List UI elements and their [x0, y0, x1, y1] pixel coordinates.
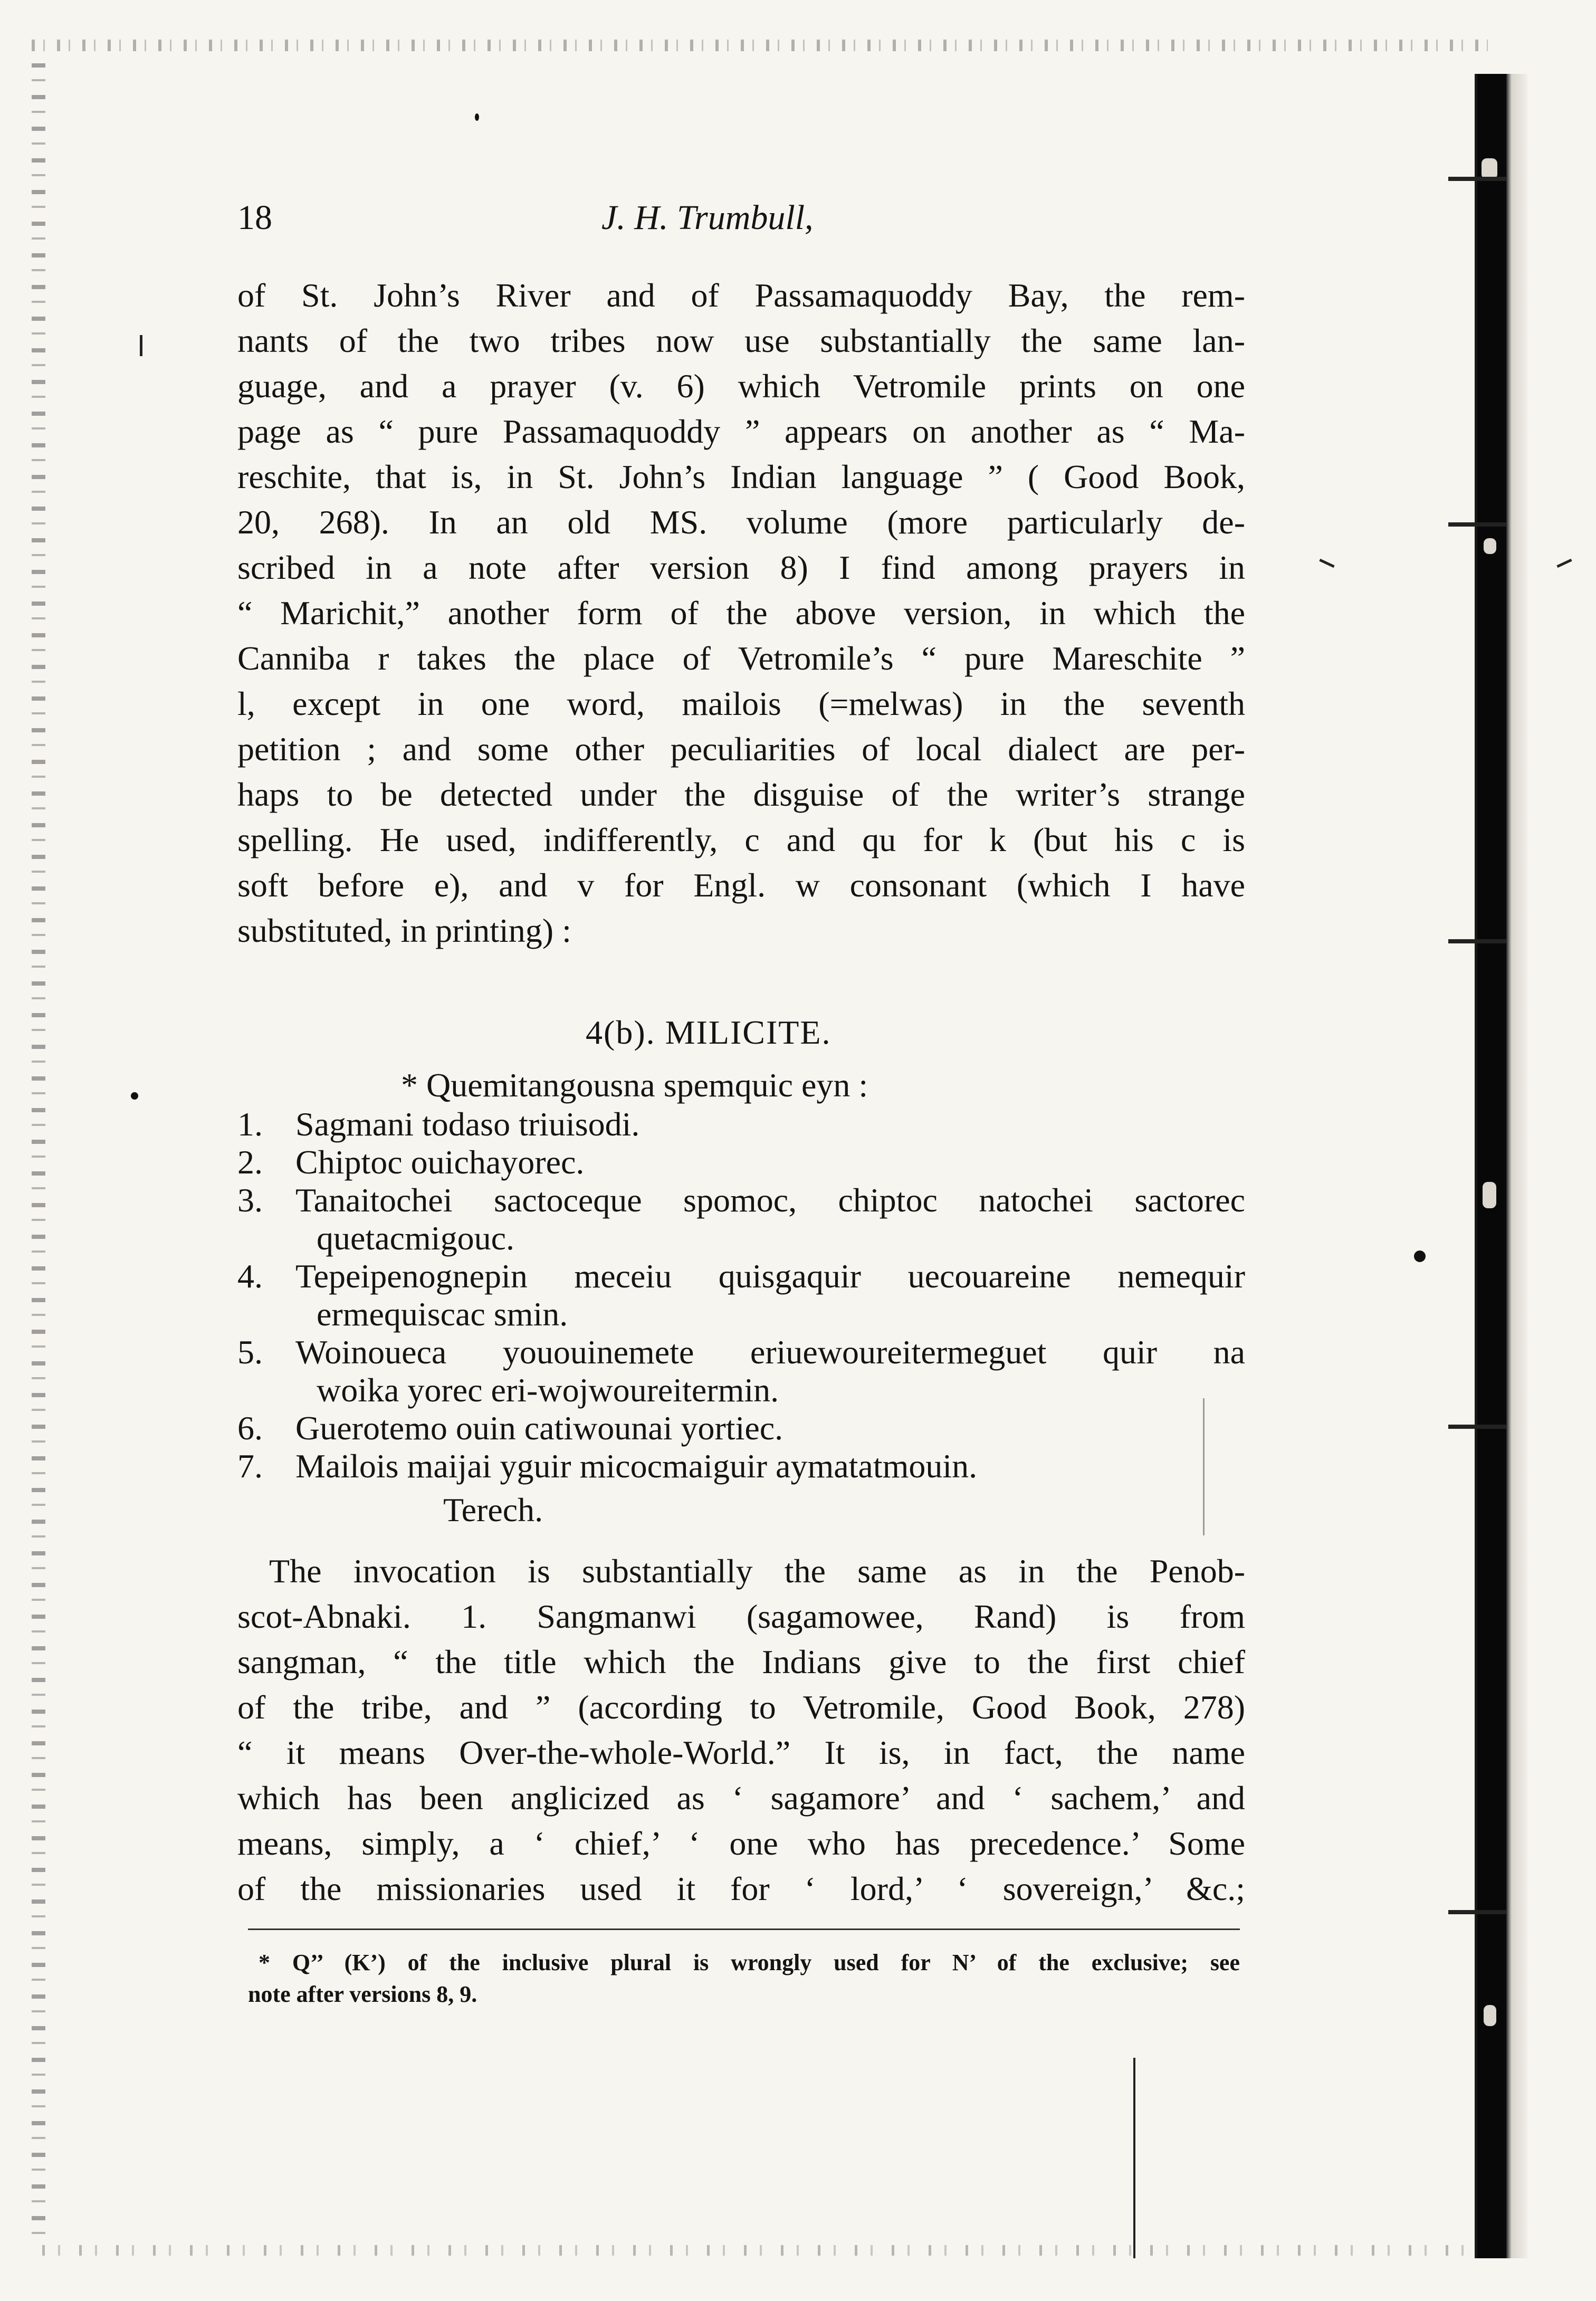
- footnote-line: * Q’’ (K’) of the inclusive plural is wrongly used for N’ of the exclusive; see: [259, 1950, 1240, 1975]
- footnote-line: note after versions 8, 9.: [248, 1981, 477, 2007]
- ink-spot: [1414, 1250, 1426, 1262]
- text-line: guage, and a prayer (v. 6) which Vetromile prints on one: [237, 367, 1245, 405]
- text-line: of the tribe, and ” (according to Vetromile, Good Book, 278): [237, 1688, 1245, 1726]
- text-line: page as “ pure Passamaquoddy ” appears on another as “ Ma-: [237, 413, 1245, 450]
- prayer-petition: [237, 1447, 1245, 1485]
- text-line: reschite, that is, in St. John’s Indian language ” ( Good Book,: [237, 458, 1245, 495]
- ink-spot: [131, 1092, 138, 1100]
- text-line: of the missionaries used it for ‘ lord,’ ‘ sovereign,’ &c.;: [237, 1870, 1245, 1907]
- binding-mark: [1484, 2005, 1496, 2026]
- prayer-petition: [237, 1143, 1245, 1181]
- binding-mark: [1484, 538, 1496, 554]
- text-line: l, except in one word, mailois (=melwas) in the seventh: [237, 685, 1245, 722]
- prayer-ending: Terech.: [443, 1491, 543, 1529]
- petition-number: 6.: [237, 1409, 263, 1447]
- footnote-rule: [248, 1928, 1240, 1930]
- petition-number: 2.: [237, 1143, 263, 1181]
- running-head: J. H. Trumbull,: [601, 198, 814, 237]
- prayer-petition: [237, 1257, 1245, 1333]
- binding-tick: [1448, 177, 1506, 181]
- text-line: “ it means Over-the-whole-World.” It is, in fact, the name: [237, 1734, 1245, 1771]
- text-line: spelling. He used, indifferently, c and qu for k (but his c is: [237, 821, 1245, 858]
- paragraph-2: [237, 1549, 1245, 1912]
- petition-text: Woinoueca yououinemete eriuewoureitermeguet quir na: [295, 1333, 1245, 1371]
- prayer-list: [237, 1105, 1245, 1485]
- petition-number: 1.: [237, 1105, 263, 1143]
- text-line: sangman, “ the title which the Indians give to the first chief: [237, 1643, 1245, 1681]
- text-line: soft before e), and v for Engl. w consonant (which I have: [237, 866, 1245, 904]
- text-line: which has been anglicized as ‘ sagamore’ and ‘ sachem,’ and: [237, 1779, 1245, 1817]
- scan-edge-left: [32, 63, 45, 2237]
- petition-text: ermequiscac smin.: [317, 1295, 568, 1333]
- petition-text: woika yorec eri-wojwoureitermin.: [317, 1371, 779, 1409]
- text-line: substituted, in printing) :: [237, 912, 571, 949]
- petition-text: Guerotemo ouin catiwounai yortiec.: [295, 1409, 783, 1447]
- text-line: 20, 268). In an old MS. volume (more particularly de-: [237, 503, 1245, 541]
- stray-mark: [140, 335, 142, 356]
- text-line: scribed in a note after version 8) I find among prayers in: [237, 549, 1245, 586]
- petition-text: quetacmigouc.: [317, 1219, 514, 1257]
- binding-mark: [1483, 1182, 1496, 1208]
- binding-mark: [1482, 158, 1497, 179]
- stray-mark: [1319, 559, 1334, 568]
- petition-text: Tanaitochei sactoceque spomoc, chiptoc natochei sactorec: [295, 1181, 1245, 1219]
- text-line: of St. John’s River and of Passamaquoddy Bay, the rem-: [237, 276, 1245, 314]
- scan-edge-top: [32, 40, 1488, 51]
- page-number: 18: [237, 198, 272, 237]
- text-line: petition ; and some other peculiarities of local dialect are per-: [237, 730, 1245, 768]
- stray-line: [1133, 2058, 1135, 2258]
- petition-number: 3.: [237, 1181, 263, 1219]
- text-line: “ Marichit,” another form of the above version, in which the: [237, 594, 1245, 632]
- paragraph-1: [237, 273, 1245, 953]
- petition-number: 4.: [237, 1257, 263, 1295]
- petition-text: Mailois maijai yguir micocmaiguir aymatatmouin.: [295, 1447, 978, 1485]
- petition-text: Tepeipenognepin meceiu quisgaquir uecouareine nemequir: [295, 1257, 1245, 1295]
- text-line: nants of the two tribes now use substantially the same lan-: [237, 322, 1245, 359]
- petition-text: Sagmani todaso triuisodi.: [295, 1105, 640, 1143]
- text-line: scot-Abnaki. 1. Sangmanwi (sagamowee, Rand) is from: [237, 1598, 1245, 1635]
- text-line: means, simply, a ‘ chief,’ ‘ one who has precedence.’ Some: [237, 1825, 1245, 1862]
- page-header: [237, 198, 1245, 245]
- footnote: [248, 1947, 1240, 2010]
- stray-mark: [1556, 559, 1572, 568]
- book-binding-shadow: [1477, 74, 1506, 2258]
- scan-edge-bottom: [42, 2245, 1477, 2256]
- text-line: The invocation is substantially the same as in the Penob-: [269, 1552, 1245, 1590]
- binding-tick: [1448, 1425, 1506, 1429]
- binding-tick: [1448, 522, 1506, 527]
- text-line: haps to be detected under the disguise of the writer’s strange: [237, 776, 1245, 813]
- ink-spot: [475, 113, 479, 121]
- binding-tick: [1448, 1910, 1506, 1914]
- petition-text: Chiptoc ouichayorec.: [295, 1143, 585, 1181]
- prayer-petition: [237, 1409, 1245, 1447]
- prayer-petition: [237, 1181, 1245, 1257]
- petition-number: 7.: [237, 1447, 263, 1485]
- section-title: 4(b). MILICITE.: [586, 1014, 832, 1051]
- petition-number: 5.: [237, 1333, 263, 1371]
- text-line: Canniba r takes the place of Vetromile’s “ pure Mareschite ”: [237, 639, 1245, 677]
- prayer-invocation: * Quemitangousna spemquic eyn :: [401, 1066, 868, 1104]
- binding-tick: [1448, 939, 1506, 943]
- prayer-petition: [237, 1333, 1245, 1409]
- prayer-petition: [237, 1105, 1245, 1143]
